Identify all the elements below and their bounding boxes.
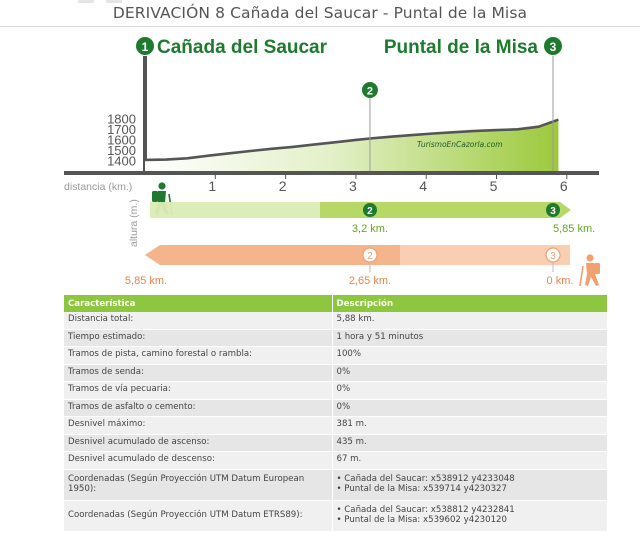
start-point-number: 1 <box>141 40 149 54</box>
end-point-marker <box>544 37 562 55</box>
row-value: 5,88 km. <box>332 312 607 329</box>
row-label: Coordenadas (Según Proyección UTM Datum European 1950): <box>64 469 332 500</box>
table-row <box>64 364 607 382</box>
table-row <box>64 469 607 500</box>
x-tick-label: 4 <box>419 178 428 194</box>
return-start-distance: 5,85 km. <box>124 275 168 287</box>
y-tick-label: 1700 <box>107 121 136 137</box>
row-value: 100% <box>332 347 607 365</box>
row-value: • Cañada del Saucar: x538912 y4233048 • Puntal de la Misa: x539714 y4230327 <box>332 469 607 500</box>
end-point-number: 3 <box>549 40 557 54</box>
forward-end-distance: 5,85 km. <box>553 223 596 235</box>
row-label: Tramos de pista, camino forestal o rambla: <box>64 347 332 365</box>
y-tick-label: 1600 <box>107 132 136 148</box>
altitude-axis-label: altura (m.) <box>128 199 140 247</box>
row-label: Desnivel máximo: <box>64 417 332 435</box>
row-label: Desnivel acumulado de descenso: <box>64 452 332 470</box>
mid-point-marker <box>362 82 378 98</box>
x-tick-label: 6 <box>559 178 568 194</box>
table-row <box>64 312 607 329</box>
row-label: Distancia total: <box>64 312 332 329</box>
row-label: Tiempo estimado: <box>64 329 332 347</box>
table-row <box>64 347 607 365</box>
table-header-feature: Característica <box>64 295 332 312</box>
row-value: 0% <box>332 364 607 382</box>
table-row <box>64 452 607 470</box>
route-info-table <box>64 295 608 532</box>
table-header-description: Descripción <box>332 295 607 312</box>
row-label: Desnivel acumulado de ascenso: <box>64 434 332 452</box>
return-mid-distance: 2,65 km. <box>348 275 392 287</box>
start-point-marker <box>136 37 154 55</box>
x-tick-label: 1 <box>208 178 217 194</box>
svg-text:2: 2 <box>367 251 373 262</box>
row-value: 435 m. <box>332 434 607 452</box>
page-title: DERIVACIÓN 8 Cañada del Saucar - Puntal de la Misa <box>112 4 528 22</box>
table-row <box>64 500 607 531</box>
y-tick-label: 1500 <box>107 142 136 158</box>
row-value: 381 m. <box>332 417 607 435</box>
svg-text:3: 3 <box>550 251 556 262</box>
svg-text:3: 3 <box>550 206 556 217</box>
svg-text:2: 2 <box>367 206 373 217</box>
row-label: Tramos de senda: <box>64 364 332 382</box>
row-value: 67 m. <box>332 452 607 470</box>
y-tick-label: 1400 <box>107 153 136 169</box>
x-tick-label: 5 <box>489 178 498 194</box>
y-tick-label: 1800 <box>107 111 136 127</box>
return-end-distance: 0 km. <box>546 275 574 287</box>
start-point-name: Cañada del Saucar <box>157 37 328 58</box>
forward-mid-distance: 3,2 km. <box>351 223 388 235</box>
table-row <box>64 399 607 417</box>
return-mid-marker <box>363 248 377 262</box>
row-value: 0% <box>332 382 607 400</box>
row-value: 1 hora y 51 minutos <box>332 329 607 347</box>
distance-axis-label: distancia (km.) <box>64 181 133 193</box>
forward-mid-marker <box>363 203 377 217</box>
row-label: Tramos de vía pecuaria: <box>64 382 332 400</box>
start-vertical-line <box>143 56 147 172</box>
x-tick-label: 3 <box>349 178 357 194</box>
row-label: Coordenadas (Según Proyección UTM Datum ETRS89): <box>64 500 332 531</box>
table-row <box>64 329 607 347</box>
table-row <box>64 434 607 452</box>
table-row <box>64 417 607 435</box>
row-label: Tramos de asfalto o cemento: <box>64 399 332 417</box>
brand-watermark: TurismoEnCazorla.com <box>417 140 503 149</box>
row-value: 0% <box>332 399 607 417</box>
forward-end-marker <box>546 203 560 217</box>
mid-point-number: 2 <box>366 85 374 98</box>
x-tick-label: 2 <box>278 178 287 194</box>
end-point-name: Puntal de la Misa <box>383 37 538 58</box>
row-value: • Cañada del Saucar: x538812 y4232841 • Puntal de la Misa: x539602 y4230120 <box>332 500 607 531</box>
hiker-return-icon <box>580 254 600 286</box>
table-row <box>64 382 607 400</box>
return-start-marker <box>546 248 560 262</box>
